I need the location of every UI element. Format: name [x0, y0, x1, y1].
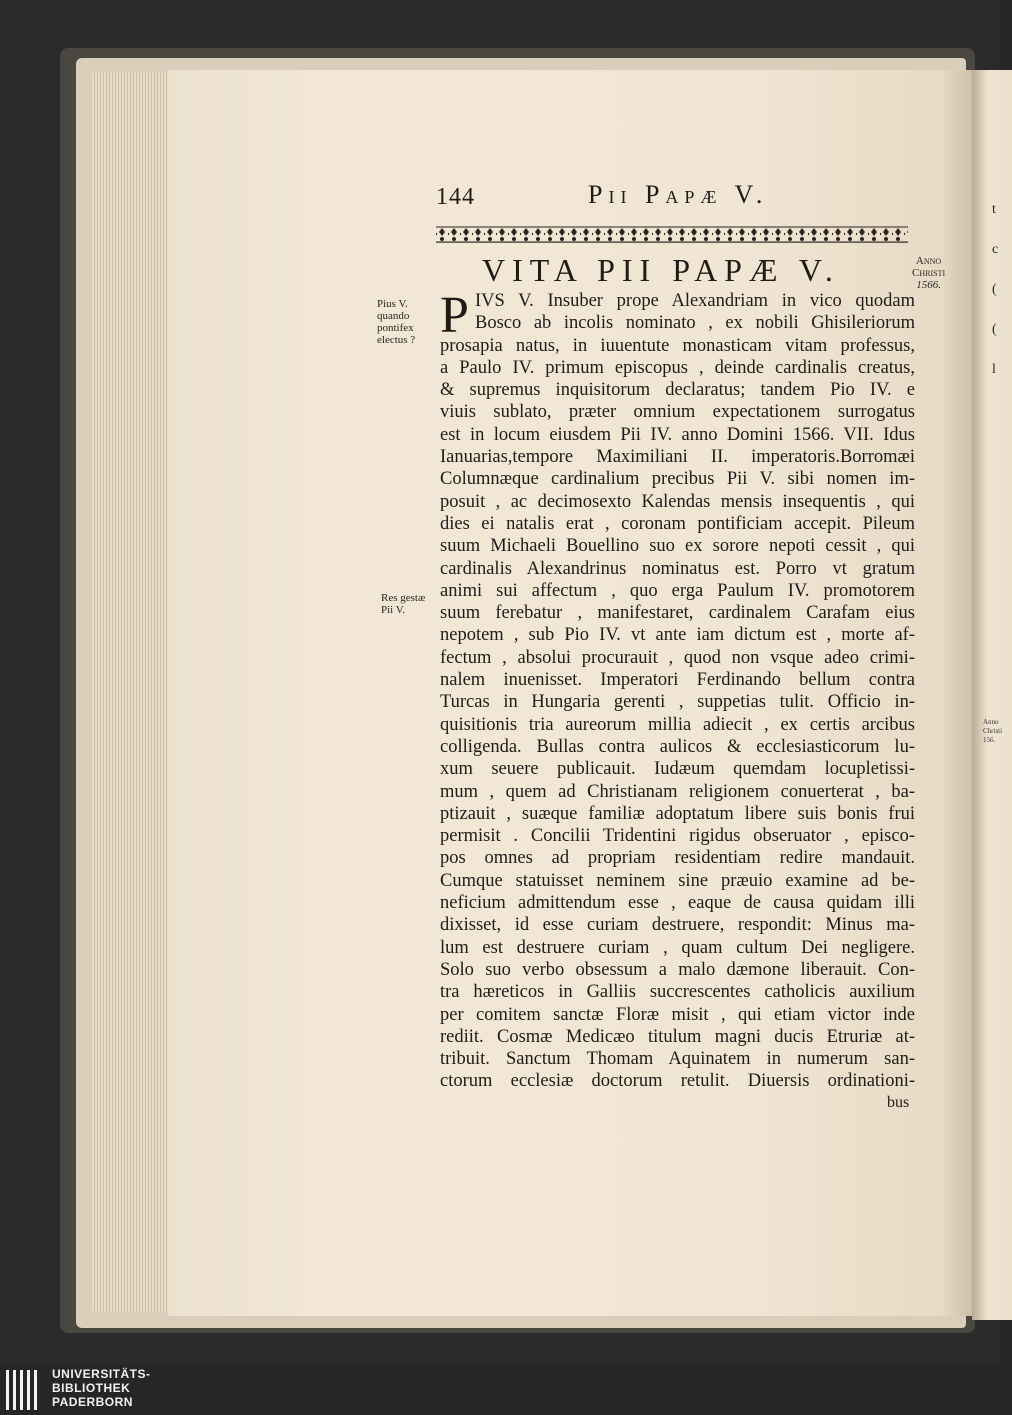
margin-note-line: quando — [377, 310, 410, 322]
facing-letter: ( — [992, 282, 997, 297]
margin-note-line: Pii V. — [381, 604, 406, 616]
text-line: IVS V. Insuber prope Alexandriam in vico quodam — [475, 291, 915, 311]
text-line: & supremus inquisitorum declaratus; tandem Pio IV. e — [440, 380, 915, 401]
chapter-title: VITA PII PAPÆ V. — [482, 252, 840, 288]
text-line: viuis sublato, præter omnium expectationem surrogatus — [440, 402, 915, 423]
facing-letter: t — [992, 202, 996, 217]
drop-cap: P — [440, 287, 469, 344]
text-line: quisitionis tria aureorum millia adiecit , ex certis arcibus — [440, 714, 915, 735]
text-line: fectum , absolui procurauit , quod non vsque adeo crimi- — [440, 647, 915, 668]
library-name-line: PADERBORN — [52, 1395, 133, 1409]
library-name-line: BIBLIOTHEK — [52, 1381, 131, 1395]
text-line: lum est destruere curiam , quam cultum Dei negligere. — [440, 937, 915, 958]
facing-page-margin-note — [983, 718, 1001, 745]
margin-note-deeds — [381, 592, 425, 616]
margin-note-line: Res gestæ — [381, 592, 426, 604]
ornamental-border — [436, 226, 908, 244]
margin-note-line: 1566. — [916, 279, 941, 291]
text-line: Columnæque cardinalium precibus Pii V. sibi nomen im- — [440, 469, 915, 490]
margin-note-line: electus ? — [377, 334, 416, 346]
page-number: 144 — [436, 184, 475, 210]
text-line: rediit. Cosmæ Medicæo titulum magni ducis Etruriæ at- — [440, 1026, 915, 1047]
text-line: Ianuarias,tempore Maximiliani II. imperatoris.Borromæi — [440, 447, 915, 468]
text-line: colligenda. Bullas contra aulicos & ecclesiasticorum lu- — [440, 736, 915, 757]
facing-letter: c — [992, 242, 999, 257]
text-line: cardinalis Alexandrinus nominatus est. Porro vt gratum — [440, 558, 915, 579]
text-line: est in locum eiusdem Pii IV. anno Domini 1566. VII. Idus — [440, 424, 915, 445]
text-line: a Paulo IV. primum episcopus , deinde cardinalis creatus, — [440, 357, 915, 378]
text-line: Bosco ab incolis nominato , ex nobili Ghisileriorum — [475, 313, 915, 334]
text-line: tra hæreticos in Galliis succrescentes catholicis auxilium — [440, 982, 915, 1003]
text-line: mum , quem ad Christianam religionem conuerterat , ba- — [440, 781, 915, 802]
running-head — [436, 180, 916, 216]
catchword: bus — [887, 1094, 910, 1111]
margin-note-line: Christi — [912, 267, 946, 279]
facing-note-line: 156. — [983, 736, 996, 744]
text-line: xum seuere publicauit. Iudæum quemdam locupletissi- — [440, 759, 915, 780]
library-name-line: UNIVERSITÄTS- — [52, 1367, 151, 1381]
text-line: tribuit. Sanctum Thomam Aquinatem in numerum san- — [440, 1049, 915, 1070]
margin-note-line: Pius V. — [377, 298, 408, 310]
library-logo-icon — [4, 1367, 40, 1413]
text-line: ctorum ecclesiæ doctorum retulit. Diuersis ordinationi- — [440, 1071, 915, 1092]
text-line: ptizauit , suæque familiæ adoptatum libere suis bonis frui — [440, 803, 915, 824]
text-line: Cumque statuisset neminem sine præuio examine ad be- — [440, 870, 915, 891]
library-name — [52, 1367, 151, 1409]
running-title: Pii Papæ V. — [588, 180, 769, 209]
page-edges — [92, 72, 172, 1312]
facing-note-line: Christi — [983, 727, 1003, 735]
text-line: permisit . Concilii Tridentini rigidus obseruator , episco- — [440, 826, 915, 847]
text-line: suum Michaeli Bouellino suo ex sorore nepoti cessit , qui — [440, 536, 915, 557]
text-line: dixisset, id esse curiam destruere, respondit: Minus ma- — [440, 915, 915, 936]
margin-note-election — [377, 298, 415, 346]
text-line: posuit , ac decimosexto Kalendas mensis insequentis , qui — [440, 491, 915, 512]
text-line: prosapia natus, in iuuentute monasticam vitam professus, — [440, 335, 915, 356]
margin-note-year — [912, 255, 945, 291]
margin-note-line: pontifex — [377, 322, 414, 334]
body-text — [440, 287, 915, 1093]
text-line: suum ferebatur , manifestaret, cardinalem Carafam eius — [440, 603, 915, 624]
facing-letter: ( — [992, 322, 997, 337]
text-line: neficium admittendum esse , eaque de causa quidam illi — [440, 893, 915, 914]
text-line: animi sui affectum , quo erga Paulum IV. promotorem — [440, 580, 915, 601]
text-line: Turcas in Hungaria gerenti , suppetias tulit. Officio in- — [440, 692, 915, 713]
facing-page-text — [992, 190, 1002, 390]
text-line: pos omnes ad propriam residentiam redire mandauit. — [440, 848, 915, 869]
text-line: Solo suo verbo obsessum a malo dæmone liberauit. Con- — [440, 959, 915, 980]
text-line: nalem inuenisset. Imperatori Ferdinando bellum contra — [440, 670, 915, 691]
text-line: per comitem sanctæ Floræ misit , qui etiam victor inde — [440, 1004, 915, 1025]
margin-note-line: Anno — [915, 255, 942, 267]
text-line: dies ei natalis erat , coronam pontificiam accepit. Pileum — [440, 513, 915, 534]
facing-note-line: Anno — [983, 718, 999, 726]
facing-letter: l — [992, 362, 996, 377]
text-line: nepotem , sub Pio IV. vt ante iam dictum est , morte af- — [440, 625, 915, 646]
